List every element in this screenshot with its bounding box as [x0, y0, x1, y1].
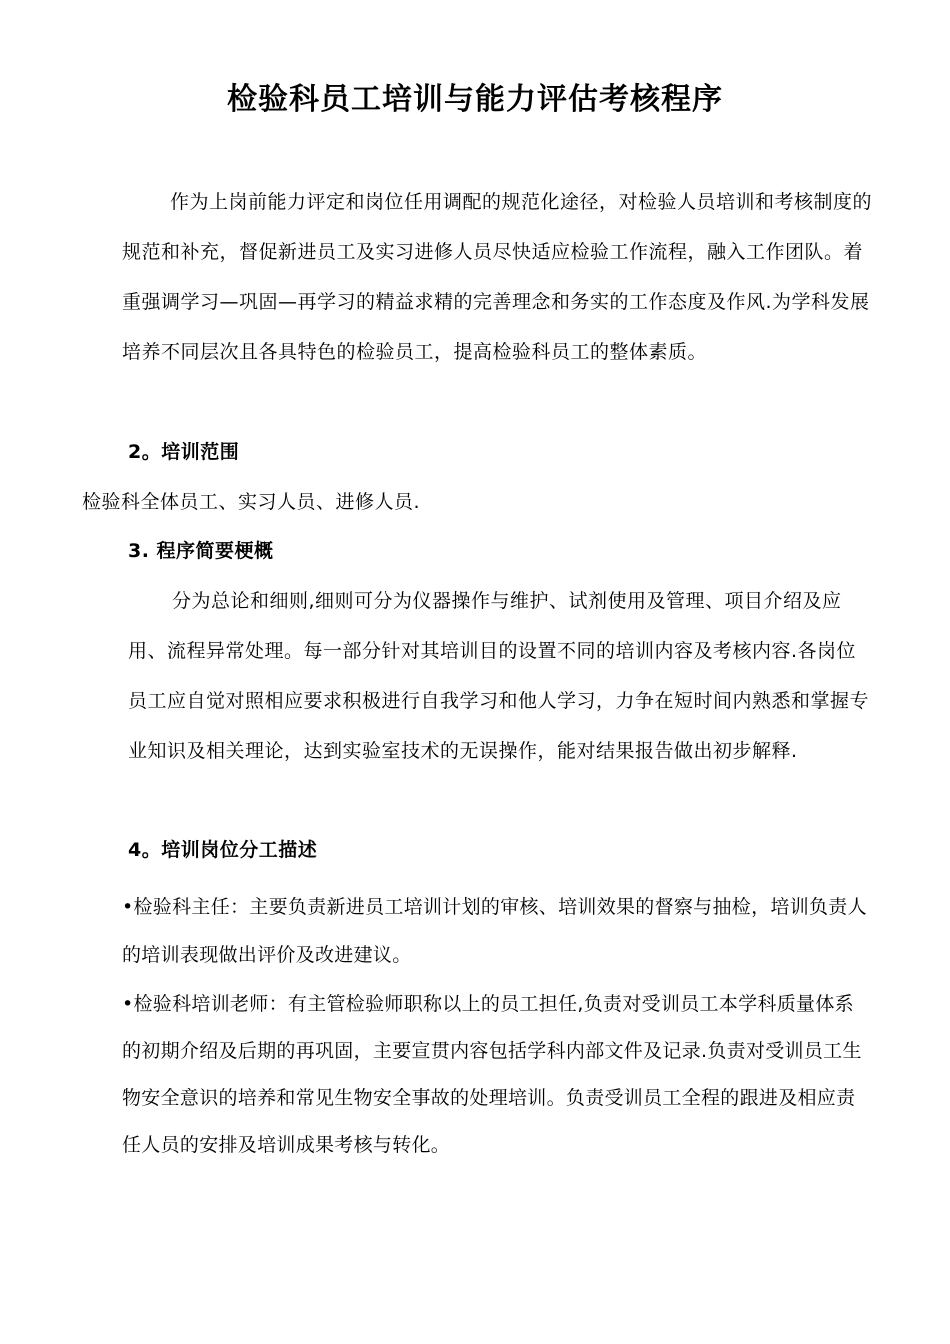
section-2-heading: 2。培训范围 [128, 441, 240, 463]
section-4-bullet-director: •检验科主任：主要负责新进员工培训计划的审核、培训效果的督察与抽检，培训负责人的培训表现做出评价及改进建议。 [122, 896, 867, 966]
section-3-heading: 3. 程序简要梗概 [128, 540, 274, 562]
document-title: 检验科员工培训与能力评估考核程序 [227, 82, 723, 117]
section-4-bullet-trainer: •检验科培训老师：有主管检验师职称以上的员工担任,负责对受训员工本学科质量体系的初期介绍及后期的再巩固，主要宣贯内容包括学科内部文件及记录.负责对受训员工生物安全意识的培养和常见生物安全事故的处理培训。负责受训员工全程的跟进及相应责任人员的安排及培训成果考核与转化。 [122, 993, 862, 1156]
section-2-body: 检验科全体员工、实习人员、进修人员. [82, 491, 421, 513]
section-3-body: 分为总论和细则,细则可分为仪器操作与维护、试剂使用及管理、项目介绍及应用、流程异常处理。每一部分针对其培训目的设置不同的培训内容及考核内容.各岗位员工应自觉对照相应要求积极进行自我学习和他人学习，力争在短时间内熟悉和掌握专业知识及相关理论，达到实验室技术的无误操作，能对结果报告做出初步解释. [128, 590, 870, 762]
section-4-heading: 4。培训岗位分工描述 [128, 839, 318, 861]
intro-paragraph: 作为上岗前能力评定和岗位任用调配的规范化途径，对检验人员培训和考核制度的规范和补充，督促新进员工及实习进修人员尽快适应检验工作流程，融入工作团队。着重强调学习—巩固—再学习的精益求精的完善理念和务实的工作态度及作风.为学科发展培养不同层次且各具特色的检验员工，提高检验科员工的整体素质。 [122, 191, 873, 363]
